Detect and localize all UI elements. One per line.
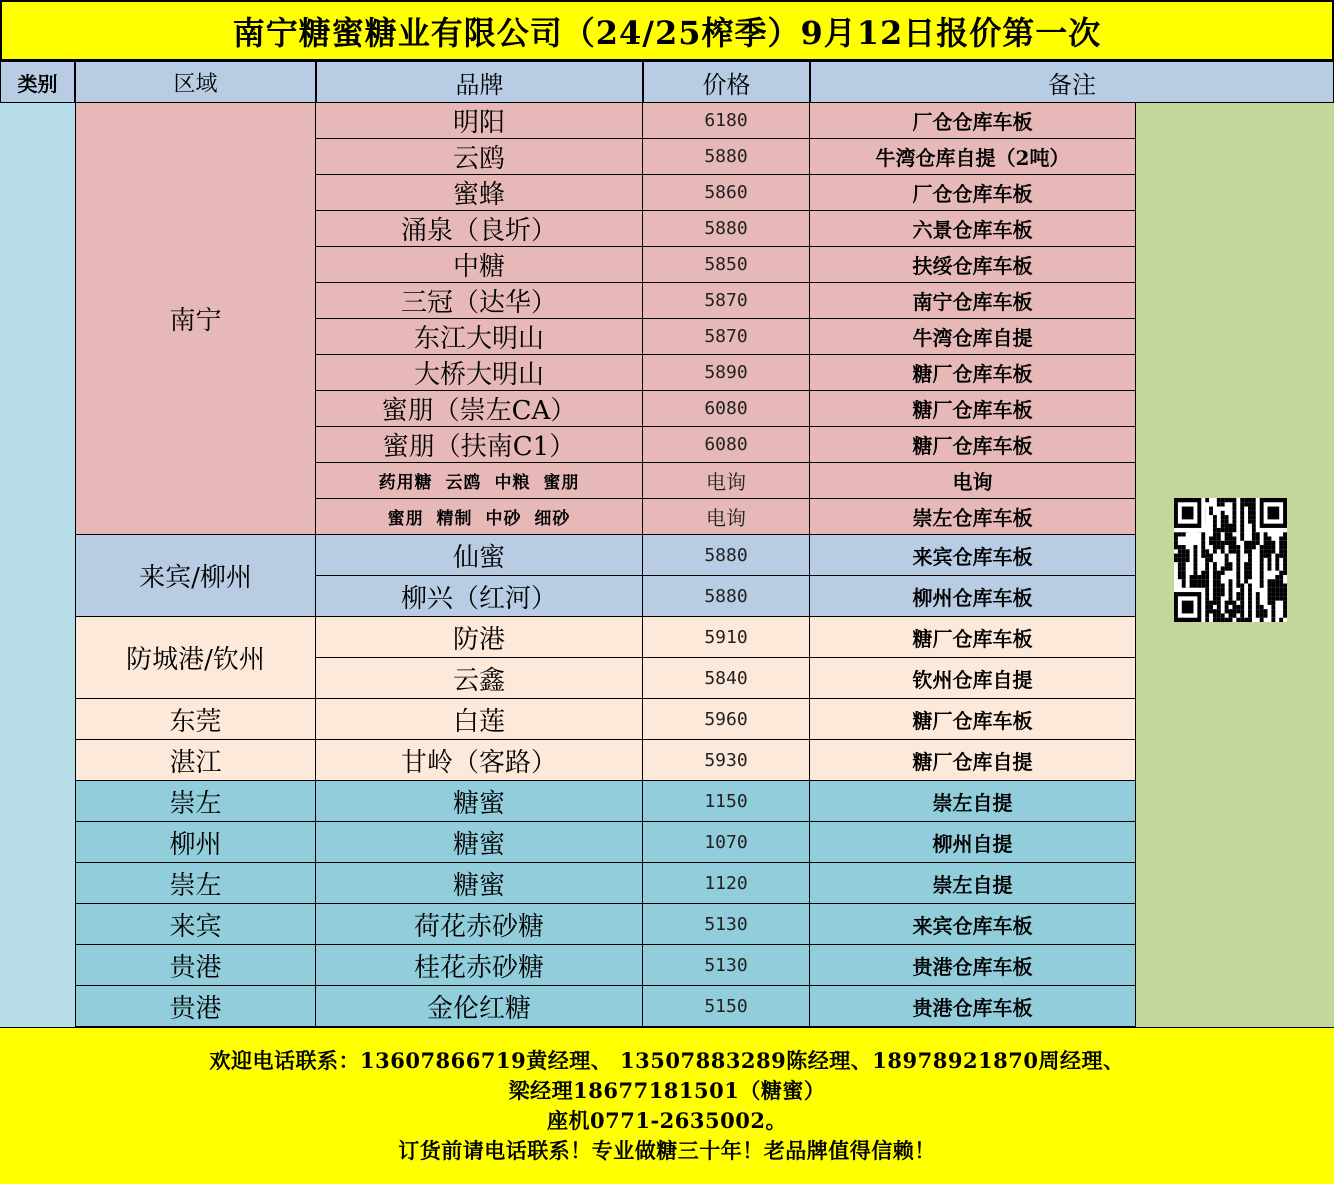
brand-cell: 柳兴（红河） [316,576,643,617]
note-cell: 糖厂仓库车板 [810,427,1136,463]
contact-footer [0,1027,1334,1184]
header-note: 备注 [810,61,1334,103]
header-category: 类别 [0,61,75,103]
price-cell: 5960 [643,699,810,740]
note-cell: 扶绥仓库车板 [810,247,1136,283]
note-cell: 厂仓仓库车板 [810,175,1136,211]
brand-cell: 蜜朋 精制 中砂 细砂 [316,499,643,535]
price-cell: 5150 [643,986,810,1027]
brand-cell: 甘岭（客路） [316,740,643,781]
note-cell: 糖厂仓库自提 [810,740,1136,781]
note-cell: 电询 [810,463,1136,499]
note-cell: 牛湾仓库自提（2吨） [810,139,1136,175]
price-cell: 5130 [643,904,810,945]
note-cell: 糖厂仓库车板 [810,355,1136,391]
price-cell: 5850 [643,247,810,283]
region-cell: 南宁 [75,103,316,535]
note-cell: 来宾仓库车板 [810,535,1136,576]
header-brand: 品牌 [316,61,643,103]
region-cell: 贵港 [75,986,316,1027]
brand-cell: 云鸥 [316,139,643,175]
brand-cell: 大桥大明山 [316,355,643,391]
brand-cell: 糖蜜 [316,822,643,863]
region-cell: 柳州 [75,822,316,863]
price-cell: 5860 [643,175,810,211]
brand-cell: 药用糖 云鸥 中粮 蜜朋 [316,463,643,499]
page-title: 南宁糖蜜糖业有限公司（24/25榨季）9月12日报价第一次 [0,0,1334,61]
note-cell: 柳州仓库车板 [810,576,1136,617]
header-price: 价格 [643,61,810,103]
slogan-line: 订货前请电话联系！专业做糖三十年！老品牌值得信赖！ [398,1138,936,1163]
note-cell: 钦州仓库自提 [810,658,1136,699]
contact-line: 梁经理18677181501（糖蜜） [508,1078,826,1103]
price-cell: 6180 [643,103,810,139]
price-cell: 5910 [643,617,810,658]
region-cell: 东莞 [75,699,316,740]
price-cell: 1150 [643,781,810,822]
brand-cell: 明阳 [316,103,643,139]
price-cell: 5880 [643,211,810,247]
price-cell: 电询 [643,463,810,499]
qr-code-icon [1174,498,1287,622]
price-cell: 1120 [643,863,810,904]
brand-cell: 涌泉（良圻） [316,211,643,247]
note-cell: 厂仓仓库车板 [810,103,1136,139]
brand-cell: 仙蜜 [316,535,643,576]
note-cell: 柳州自提 [810,822,1136,863]
brand-cell: 蜜朋（崇左CA） [316,391,643,427]
price-cell: 5880 [643,535,810,576]
price-cell: 5880 [643,576,810,617]
brand-cell: 云鑫 [316,658,643,699]
note-cell: 糖厂仓库车板 [810,617,1136,658]
note-cell: 贵港仓库车板 [810,945,1136,986]
header-region: 区域 [75,61,316,103]
category-column [0,103,75,1027]
brand-cell: 荷花赤砂糖 [316,904,643,945]
brand-cell: 白莲 [316,699,643,740]
note-cell: 牛湾仓库自提 [810,319,1136,355]
brand-cell: 蜜朋（扶南C1） [316,427,643,463]
price-cell: 5870 [643,283,810,319]
brand-cell: 中糖 [316,247,643,283]
brand-cell: 蜜蜂 [316,175,643,211]
region-cell: 贵港 [75,945,316,986]
brand-cell: 糖蜜 [316,781,643,822]
price-cell: 6080 [643,427,810,463]
note-cell: 崇左自提 [810,863,1136,904]
region-cell: 崇左 [75,863,316,904]
note-cell: 糖厂仓库车板 [810,391,1136,427]
contact-line: 欢迎电话联系：13607866719黄经理、 13507883289陈经理、18978921870周经理、 [209,1048,1125,1073]
price-cell: 5130 [643,945,810,986]
brand-cell: 三冠（达华） [316,283,643,319]
price-cell: 电询 [643,499,810,535]
note-cell: 崇左仓库车板 [810,499,1136,535]
note-cell: 贵港仓库车板 [810,986,1136,1027]
brand-cell: 东江大明山 [316,319,643,355]
price-cell: 5930 [643,740,810,781]
brand-cell: 桂花赤砂糖 [316,945,643,986]
note-cell: 六景仓库车板 [810,211,1136,247]
note-cell: 糖厂仓库车板 [810,699,1136,740]
brand-cell: 金伦红糖 [316,986,643,1027]
note-cell: 来宾仓库车板 [810,904,1136,945]
region-cell: 崇左 [75,781,316,822]
price-cell: 5890 [643,355,810,391]
region-cell: 防城港/钦州 [75,617,316,699]
price-cell: 5880 [643,139,810,175]
brand-cell: 糖蜜 [316,863,643,904]
price-cell: 6080 [643,391,810,427]
note-cell: 南宁仓库车板 [810,283,1136,319]
price-cell: 5840 [643,658,810,699]
price-cell: 1070 [643,822,810,863]
price-cell: 5870 [643,319,810,355]
note-cell: 崇左自提 [810,781,1136,822]
landline-line: 座机0771-2635002。 [547,1108,787,1133]
region-cell: 来宾 [75,904,316,945]
region-cell: 来宾/柳州 [75,535,316,617]
region-cell: 湛江 [75,740,316,781]
brand-cell: 防港 [316,617,643,658]
